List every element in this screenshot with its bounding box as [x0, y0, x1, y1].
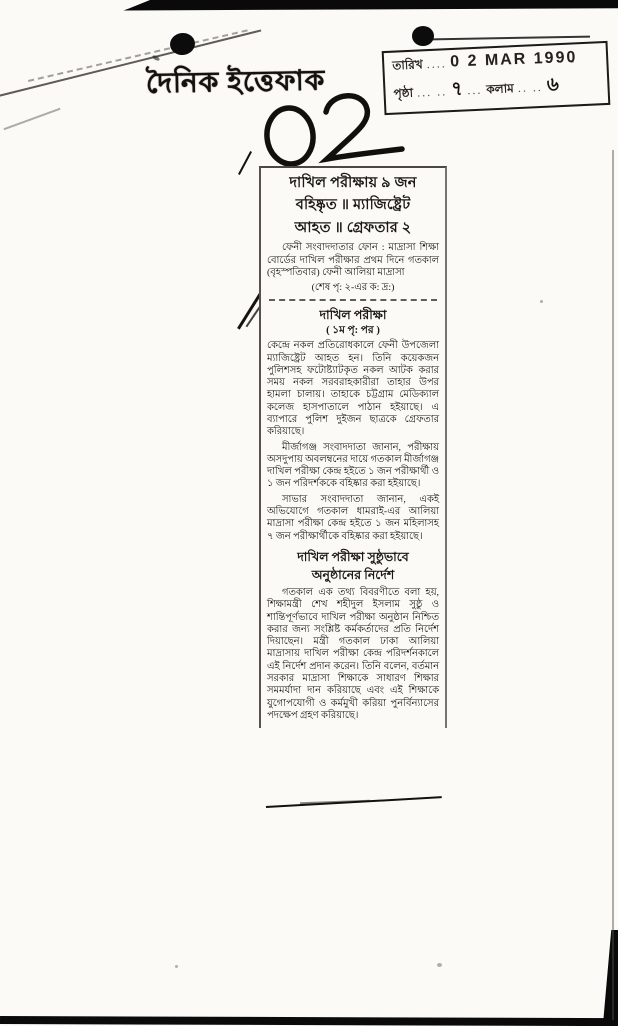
- ink-speck: [540, 300, 543, 303]
- subheadline-line: দাখিল পরীক্ষা সুষ্ঠুভাবে: [297, 549, 409, 564]
- stamp-leader-dots: ... ..: [416, 84, 448, 100]
- punch-hole-mark: [412, 26, 434, 46]
- clipping-jump-reference: (শেষ পৃ: ২-এর ক: দ্র:): [311, 282, 395, 294]
- clipping-paragraph: সাভার সংবাদদাতা জানান, একই অভিযোগে গতকাল ধামরাই-এর আলিয়া মাদ্রাসা পরীক্ষা কেন্দ্র হইতে ১ জন মহিলাসহ ৭ জন পরীক্ষার্থীকে বহিষ্কার করা হইয়াছে।: [267, 493, 439, 542]
- stamp-page-value-handwritten: ৭: [450, 78, 465, 101]
- stamp-leader-dots: ...: [467, 82, 483, 98]
- headline-line: বহিষ্কৃত ॥ ম্যাজিষ্ট্রেট: [295, 197, 411, 214]
- ink-speck: [437, 963, 442, 967]
- subheadline-line: অনুষ্ঠানের নির্দেশ: [311, 567, 395, 582]
- handwritten-page-number: [260, 86, 405, 174]
- clipping-jump-title: দাখিল পরীক্ষা: [319, 307, 387, 322]
- clipping-paragraph: কেন্দ্রে নকল প্রতিরোধকালে ফেনী উপজেলা ম্যাজিষ্ট্রেট আহত হন। তিনি কয়েকজন পুলিশসহ ফটোষ্ট্যাটকৃত নকল আটক করার সময় নকল সরবরাহকারীরা তাহার উপর হামলা চালায়। তাহাকে চট্টগ্রাম মেডিক্যাল কলেজ হাসপাতালে পাঠান হইয়াছে। এ ব্যাপারে পুলিশ দুইজন ছাত্রকে গ্রেফতার করিয়াছে।: [267, 340, 439, 438]
- clipping-dashed-rule: [269, 299, 437, 301]
- scan-bottom-edge: [0, 1016, 618, 1026]
- scan-right-edge-line: [612, 150, 614, 1020]
- stray-line-mark: [432, 36, 590, 41]
- pen-tick-mark: [238, 151, 252, 175]
- clipping-jump-note: ( ১ম পৃ: পর ): [326, 324, 380, 336]
- stamp-column-value-handwritten: ৬: [545, 73, 561, 96]
- stamp-date-label: তারিখ: [392, 57, 424, 73]
- stamp-leader-dots: ....: [426, 56, 448, 72]
- clipping-headline: [267, 172, 439, 239]
- headline-line: দাখিল পরীক্ষায় ৯ জন: [289, 175, 417, 191]
- clipping-subheadline: [267, 548, 439, 584]
- headline-line: আহত ॥ গ্রেফতার ২: [294, 219, 412, 236]
- archive-stamp-box: [382, 41, 611, 115]
- stamp-leader-dots: .. ..: [517, 79, 544, 96]
- ink-speck: [175, 965, 178, 968]
- newspaper-clipping: [259, 166, 447, 728]
- clipping-paragraph: মীর্জাগঞ্জ সংবাদদাতা জানান, পরীক্ষায় অসদুপায় অবলম্বনের দায়ে গতকাল মীর্জাগঞ্জ দাখিল পরীক্ষা কেন্দ্র হইতে ১ জন পরীক্ষার্থী ও ১ জন পরিদর্শককে বহিষ্কার করা হইয়াছে।: [267, 441, 439, 490]
- stamp-page-label: পৃষ্ঠা: [393, 85, 414, 101]
- folded-corner: [0, 0, 150, 60]
- scan-right-corner-shadow: [603, 930, 618, 1024]
- stamp-column-label: কলাম: [486, 81, 515, 97]
- newspaper-masthead: দৈনিক ইত্তেফাক: [145, 65, 326, 100]
- clipping-paragraph: গতকাল এক তথ্য বিবরণীতে বলা হয়, শিক্ষামন্ত্রী শেখ শহীদুল ইসলাম সুষ্ঠু ও শান্তিপূর্ণভাবে দাখিল পরীক্ষা অনুষ্ঠান নিশ্চিত করার জন্য সংশ্লিষ্ট কর্মকর্তাদের প্রতি নির্দেশ দিয়াছেন। মন্ত্রী গতকাল ঢাকা আলিয়া মাদ্রাসায় দাখিল পরীক্ষা কেন্দ্র পরিদর্শনকালে এই নির্দেশ প্রদান করেন। তিনি বলেন, বর্তমান সরকার মাদ্রাসা শিক্ষাকে সাধারণ শিক্ষার সমমর্যাদা দান করিয়াছে এবং এই শিক্ষাকে যুগোপযোগী ও কর্মমুখী করিয়া পুনর্বিন্যাসের পদক্ষেপ গ্রহণ করিয়াছে।: [267, 587, 439, 721]
- clipping-lead-paragraph: ফেনী সংবাদদাতার ফোন : মাদ্রাসা শিক্ষা বোর্ডের দাখিল পরীক্ষার প্রথম দিনে গতকাল (বৃহস্পতিবার) ফেনী আলিয়া মাদ্রাসা: [267, 242, 439, 278]
- fold-crease-line-short: [3, 108, 60, 130]
- stamp-date-value: 0 2 MAR 1990: [450, 48, 579, 71]
